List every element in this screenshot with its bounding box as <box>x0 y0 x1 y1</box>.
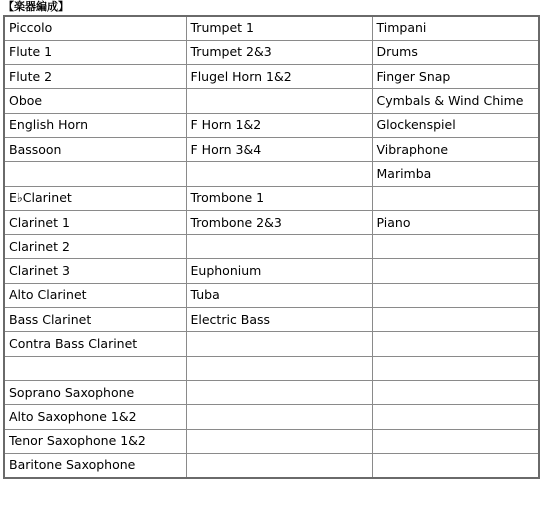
table-row <box>4 113 539 137</box>
table-cell <box>186 235 372 259</box>
table-cell: Flute 1 <box>4 40 186 64</box>
table-cell: Timpani <box>372 16 539 40</box>
table-cell <box>372 356 539 380</box>
table-cell <box>186 405 372 429</box>
page-title: 【楽器編成】 <box>3 0 69 13</box>
table-row <box>4 186 539 210</box>
table-cell <box>186 380 372 404</box>
table-cell: Bass Clarinet <box>4 308 186 332</box>
table-cell <box>4 162 186 186</box>
table-cell: Oboe <box>4 89 186 113</box>
table-cell: Clarinet 3 <box>4 259 186 283</box>
table-row <box>4 453 539 477</box>
table-cell: Trumpet 1 <box>186 16 372 40</box>
table-row <box>4 380 539 404</box>
table-cell: Baritone Saxophone <box>4 453 186 477</box>
table-row <box>4 162 539 186</box>
table-cell: Electric Bass <box>186 308 372 332</box>
table-cell: Flute 2 <box>4 65 186 89</box>
table-row <box>4 356 539 380</box>
table-cell <box>186 453 372 477</box>
table-cell: Clarinet 1 <box>4 210 186 234</box>
table-cell <box>4 356 186 380</box>
table-cell <box>186 332 372 356</box>
table-row <box>4 405 539 429</box>
table-cell <box>186 429 372 453</box>
table-cell: Marimba <box>372 162 539 186</box>
table-cell: Trombone 1 <box>186 186 372 210</box>
table-cell: Tenor Saxophone 1&2 <box>4 429 186 453</box>
table-cell <box>372 453 539 477</box>
table-cell: Piccolo <box>4 16 186 40</box>
table-cell: English Horn <box>4 113 186 137</box>
table-cell <box>372 405 539 429</box>
table-cell <box>186 89 372 113</box>
table-row <box>4 40 539 64</box>
table-cell: Alto Saxophone 1&2 <box>4 405 186 429</box>
table-row <box>4 16 539 40</box>
table-cell <box>186 162 372 186</box>
table-cell: Cymbals & Wind Chime <box>372 89 539 113</box>
table-cell: Drums <box>372 40 539 64</box>
table-cell: Trumpet 2&3 <box>186 40 372 64</box>
table-cell: F Horn 1&2 <box>186 113 372 137</box>
table-cell: Trombone 2&3 <box>186 210 372 234</box>
table-row <box>4 137 539 161</box>
table-cell: Bassoon <box>4 137 186 161</box>
table-cell: Vibraphone <box>372 137 539 161</box>
table-row <box>4 65 539 89</box>
table-cell: Finger Snap <box>372 65 539 89</box>
table-row <box>4 429 539 453</box>
table-cell: Tuba <box>186 283 372 307</box>
table-cell: Glockenspiel <box>372 113 539 137</box>
table-cell <box>372 283 539 307</box>
table-cell <box>372 429 539 453</box>
table-cell <box>372 186 539 210</box>
table-cell <box>372 235 539 259</box>
table-cell: Piano <box>372 210 539 234</box>
table-row <box>4 308 539 332</box>
table-cell: Alto Clarinet <box>4 283 186 307</box>
table-cell: E♭Clarinet <box>4 186 186 210</box>
table-cell <box>186 356 372 380</box>
table-cell <box>372 332 539 356</box>
instrumentation-table-body <box>4 16 539 478</box>
table-cell: Flugel Horn 1&2 <box>186 65 372 89</box>
instrumentation-table <box>3 15 540 479</box>
table-cell: Clarinet 2 <box>4 235 186 259</box>
table-row <box>4 210 539 234</box>
table-row <box>4 259 539 283</box>
table-row <box>4 235 539 259</box>
table-cell: Contra Bass Clarinet <box>4 332 186 356</box>
table-row <box>4 283 539 307</box>
table-row <box>4 332 539 356</box>
table-cell: Euphonium <box>186 259 372 283</box>
table-row <box>4 89 539 113</box>
table-cell <box>372 259 539 283</box>
table-cell <box>372 380 539 404</box>
table-cell <box>372 308 539 332</box>
table-cell: Soprano Saxophone <box>4 380 186 404</box>
table-cell: F Horn 3&4 <box>186 137 372 161</box>
